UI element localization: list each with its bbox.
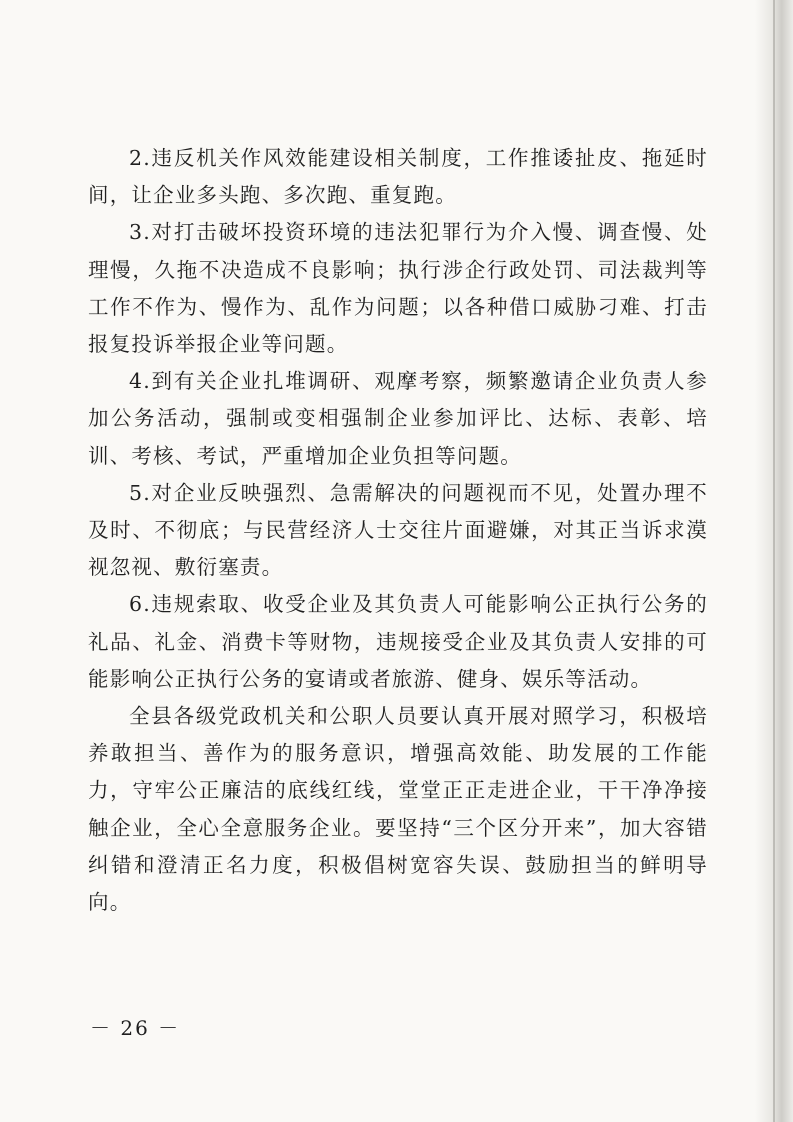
paragraph-item-2: 2.违反机关作风效能建设相关制度，工作推诿扯皮、拖延时间，让企业多头跑、多次跑、重复跑。 <box>88 146 708 208</box>
paragraph-summary: 全县各级党政机关和公职人员要认真开展对照学习，积极培养敢担当、善作为的服务意识，增强高效能、助发展的工作能力，守牢公正廉洁的底线红线，堂堂正正走进企业，干干净净接触企业，全心全意服务企业。要坚持“三个区分开来”，加大容错纠错和澄清正名力度，积极倡树宽容失误、鼓励担当的鲜明导向。 <box>88 704 708 915</box>
paragraph-item-6: 6.违规索取、收受企业及其负责人可能影响公正执行公务的礼品、礼金、消费卡等财物，违规接受企业及其负责人安排的可能影响公正执行公务的宴请或者旅游、健身、娱乐等活动。 <box>88 592 708 691</box>
page-number: － 26 － <box>90 1016 181 1040</box>
paragraph-item-3: 3.对打击破坏投资环境的违法犯罪行为介入慢、调查慢、处理慢，久拖不决造成不良影响；执行涉企行政处罚、司法裁判等工作不作为、慢作为、乱作为问题；以各种借口威胁刁难、打击报复投诉举报企业等问题。 <box>88 220 708 357</box>
scan-edge-line <box>773 0 775 1122</box>
paragraph-item-4: 4.到有关企业扎堆调研、观摩考察，频繁邀请企业负责人参加公务活动，强制或变相强制企业参加评比、达标、表彰、培训、考核、考试，严重增加企业负担等问题。 <box>88 369 708 468</box>
paragraph-item-5: 5.对企业反映强烈、急需解决的问题视而不见，处置办理不及时、不彻底；与民营经济人士交往片面避嫌，对其正当诉求漠视忽视、敷衍塞责。 <box>88 480 708 580</box>
document-body <box>88 140 708 921</box>
